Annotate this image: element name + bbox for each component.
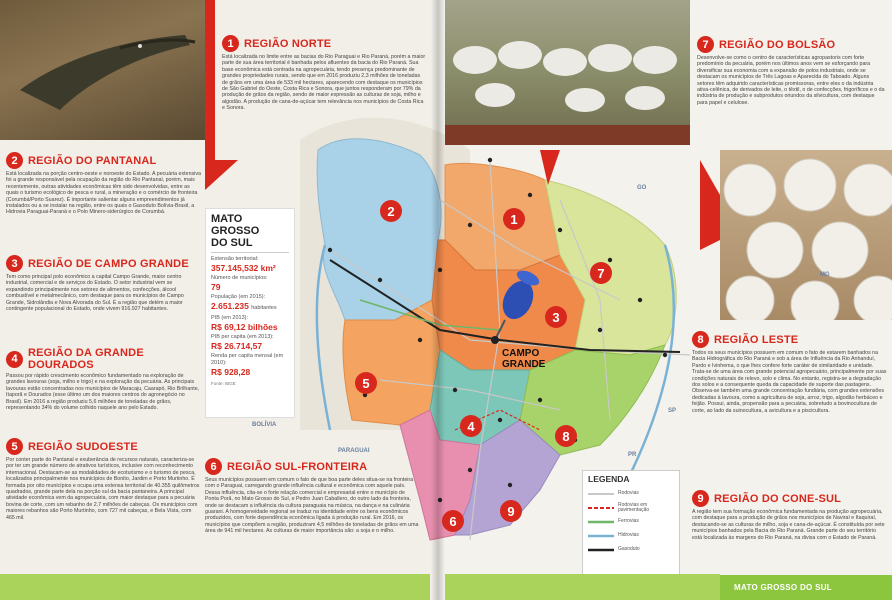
dashed-road-icon <box>588 504 614 512</box>
facts-title <box>211 213 289 253</box>
map-legend <box>582 470 680 578</box>
city-line1: CAMPO <box>502 348 540 359</box>
section-body: Está localizada na porção centro-oeste e noroeste do Estado. A pecuária extensiva foi a grande responsável pela ocupação da região do Rio Pantanal, porém, mais recentemente, outras atividades econômicas têm sido desenvolvidas, entre as quais o turismo ecológico de pesca e rural, a mineração e o comércio de fronteira (Corumbá/Porto Suarez). É importante salientar alguns empreendimentos já instalados ou a se instalar na região, entre os quais o Gasoduto Bolívia-Brasil, a Hidrovia Paraguai-Paraná e o Polo Minero-siderúrgico de Corumbá. <box>6 171 201 216</box>
state-label-mg: MG <box>820 272 830 278</box>
section-cone-sul <box>692 490 887 541</box>
legend-label: Ferrovias <box>618 518 639 525</box>
legend-item-roads <box>588 487 674 501</box>
pipeline-line-icon <box>588 546 614 554</box>
paper-rolls-photo <box>720 150 892 320</box>
city-line2: GRANDE <box>502 359 546 370</box>
section-number: 3 <box>6 255 23 272</box>
road-line-icon <box>588 490 614 498</box>
population-value <box>211 301 289 313</box>
legend-label: Rodovias <box>618 490 639 497</box>
section-body: Desenvolve-se como o centro de características agropastoris com forte predomínio da pecuária, porém nos últimos anos vem se esforçando para diversificar sua economia com a expansão de polos industriais, onde se destacam os municípios de Três Lagoas e Aparecida do Taboado. Alguns setores têm adquirido características promissoras, entre eles o da indústria ativa-celênica, de derivados de leite, o têxtil, o de confecções, frigoríficos e o da indústria de produção e subprodutos oriundos da silvicultura, com destaque para papel e celulose. <box>697 55 885 106</box>
legend-item-railways <box>588 515 674 529</box>
footer-stripe-left <box>0 574 430 600</box>
state-label-pr: PR <box>628 452 637 458</box>
alligator-icon <box>0 0 205 140</box>
map-region-1: 1 <box>503 208 525 230</box>
section-number: 4 <box>6 351 23 368</box>
section-number: 6 <box>205 458 222 475</box>
map-region-2: 2 <box>380 200 402 222</box>
section-body: Por conter parte do Pantanal e exuberância de recursos naturais, caracteriza-se por ter um grande número de atrativos turísticos, inclusive com reconhecimento internacional. Destacam-se as modalidades de ecoturismo e o turismo de pesca, localizados principalmente nos municípios de Bonito, Jardim e Porto Murtinho. É formada por oito municípios e ocupa uma extensa territorial de 40.355 quilômetros quadrados, grande parte dela na porção sul da bacia pantaneira. A principal atividade econômica vem da agropecuária, com maior destaque para a pecuária bovina de corte, com um rebanho de 2,7 milhões de cabeças. Os municípios com maiores rebanhos são Porto Murtinho, com 727 mil cabeças, e Bela Vista, com 465 mil. <box>6 457 200 521</box>
legend-item-pipeline <box>588 543 674 557</box>
map-region-8: 8 <box>555 425 577 447</box>
waterway-line-icon <box>588 532 614 540</box>
country-label-bolivia: BOLÍVIA <box>252 422 277 428</box>
map-region-9: 9 <box>500 500 522 522</box>
section-title: REGIÃO LESTE <box>714 333 799 346</box>
map-region-6: 6 <box>442 510 464 532</box>
income-label: Renda per capita mensal (em 2010): <box>211 353 284 366</box>
municipalities-value: 79 <box>211 282 221 292</box>
facts-source: Fonte: IBGE <box>211 381 236 386</box>
section-title: REGIÃO NORTE <box>244 37 332 50</box>
section-body: Todos os seus municípios possuem em comum o fato de estarem banhados na Bacia Hidrográfica do Rio Paraná e sob a área de Influência da Rio Anhanduí, Pardo e Ivinhema, o que lhes confere forte caráter de similaridade e unidade. Trata-se de uma área com grande potencial agropecuário, principalmente por suas condições naturais de relevo, solo e clima. No entanto, registra-se a degradação dos solos e a consequente queda da capacidade de suporte das pastagens. Observa-se também uma grande concentração fundiária, com grandes extensões dedicadas à lavoura, como a agricultura de soja, arroz, trigo, algodão herbáceo e feijão. Possui, ainda, propensão para a pecuária, sobretudo a bovinocultura de corte, ao lado da suinocultura, a avicultura e a piscicultura. <box>692 350 887 414</box>
country-label-paraguai: PARAGUAI <box>338 448 370 454</box>
section-title: REGIÃO DO PANTANAL <box>28 154 157 167</box>
region-pantanal <box>317 139 441 320</box>
section-title: REGIÃO SUL-FRONTEIRA <box>227 460 368 473</box>
gdp-label: PIB (em 2013): <box>211 315 248 321</box>
section-body: Passou por rápido crescimento econômico fundamentado na exploração de grandes lavouras (soja, milho e trigo) e na exploração da pecuária. As principais lavouras estão concentradas nos municípios de Maracaju, Caarapó, Rio Brilhante, Itaporã e Dourados (esse último um dos maiores centros do agronegócio no Brasil). Em 2016 a região produziu 5,6 milhões de toneladas de grãos, representando 34% do volume colhido naquele ano pelo Estado. <box>6 373 200 412</box>
legend-label: Gasoduto <box>618 546 640 553</box>
population-number: 2.651.235 <box>211 301 249 311</box>
gdp-per-capita-label: PIB per capita (em 2013): <box>211 334 274 340</box>
legend-item-roads-paving <box>588 501 674 515</box>
footer-title: MATO GROSSO DO SUL <box>720 575 892 600</box>
section-pantanal <box>6 152 201 216</box>
section-number: 2 <box>6 152 23 169</box>
section-body: Está localizada no limite entre as bacias do Rio Paraguai e Rio Paraná, porém a maior parte de sua área territorial é banhada pelos afluentes da bacia do Rio Paraná. Sua base econômica está centrada na agropecuária, tendo presença predominante de grandes propriedades rurais, sendo que em 2016 produziu 2,3 milhões de toneladas de grãos em uma área de 533 mil hectares, aparecendo com destaque os municípios de São Gabriel do Oeste, Costa Rica e Sonora, que juntos responderam por 79% da produção de grãos da região, sendo de maior expressão as culturas de soja, milho e algodão. A produção de cana-de-açúcar tem relevância nos municípios de Costa Rica e Sonora. <box>222 54 426 112</box>
section-sul-fronteira <box>205 458 420 535</box>
section-campo-grande <box>6 255 201 312</box>
section-body: Tem como principal polo econômico a capital Campo Grande, maior centro industrial, comercial e de serviços do Estado. O setor industrial vem se expandindo principalmente nos setores de alimentos, confecções, álcool combustível e metalmecânico, com destaque para os municípios de Campo Grande, Sidrolândia e Nova Alvorada do Sul. É a região que detém a maior contingente populacional do Estado, onde vivem 916.927 habitantes. <box>6 274 184 313</box>
section-number: 8 <box>692 331 709 348</box>
municipalities-label: Número de municípios: <box>211 275 268 281</box>
cattle-herd-icon <box>445 0 690 145</box>
map-region-4: 4 <box>460 415 482 437</box>
legend-item-waterways <box>588 529 674 543</box>
state-facts-box <box>205 208 295 418</box>
legend-label: Hidrovias <box>618 532 639 539</box>
section-number: 7 <box>697 36 714 53</box>
section-body: A região tem sua formação econômica fundamentada na produção agropecuária, com destaque para a produção de grãos nos municípios de Naviraí e Itaquiraí, destacando-se as culturas de milho, soja e cana-de-açúcar. É constituída por sete municípios banhados pela Bacia do Rio Paraná. Grande parte do seu território está localizada às margens do Rio Paraná, na divisa com o Estado de Paraná. <box>692 509 885 541</box>
section-body: Seus municípios possuem em comum o fato de que boa parte deles situa-se na fronteira com o Paraguai, carregando grande influência cultural e econômica com aquele país. Dessa influência, cita-se o forte relação comercial e empresarial entre o município de Ponta Porã, no Mato Grosso do Sul, e Pedro Juan Caballero, do outro lado da fronteira, onde se destacam a influência da cultura paraguaia na música, na dança e na culinária guarani. A homogeneidade regional se traduz na identidade entre os bens econômicos produzidos, com forte dependência econômica ligada à produção rural. Em 2016, os municípios que compõem a região, produziram 4,5 milhões de toneladas de grãos em uma área de 941 mil hectares. As culturas de maior importância são: a soja e o milho. <box>205 477 419 535</box>
cattle-photo <box>445 0 690 145</box>
page-gutter <box>431 0 445 600</box>
railway-line-icon <box>588 518 614 526</box>
section-title: REGIÃO DO BOLSÃO <box>719 38 836 51</box>
alligator-photo <box>0 0 205 140</box>
section-number: 9 <box>692 490 709 507</box>
section-bolsao <box>697 36 885 106</box>
facts-title-line1: MATO GROSSO <box>211 213 260 237</box>
map-region-5: 5 <box>355 372 377 394</box>
map-region-7: 7 <box>590 262 612 284</box>
gdp-per-capita-value: R$ 26.714,57 <box>211 341 263 351</box>
section-leste <box>692 331 887 414</box>
section-title: REGIÃO DO CONE-SUL <box>714 492 842 505</box>
population-label: População (em 2015): <box>211 294 266 300</box>
city-label-campo-grande <box>502 348 545 370</box>
income-value: R$ 928,28 <box>211 367 251 377</box>
section-title: REGIÃO DE CAMPO GRANDE <box>28 257 189 270</box>
legend-label: Rodovias em pavimentação <box>618 501 650 513</box>
population-unit: habitantes <box>251 305 277 311</box>
paper-roll-icon <box>720 150 892 320</box>
map-region-3: 3 <box>545 306 567 328</box>
area-label: Extensão territorial: <box>211 256 259 262</box>
legend-title: LEGENDA <box>588 474 630 484</box>
section-title: REGIÃO DA GRANDE DOURADOS <box>28 347 144 371</box>
section-title: REGIÃO SUDOESTE <box>28 440 138 453</box>
gdp-value: R$ 69,12 bilhões <box>211 322 278 332</box>
section-norte <box>222 35 427 112</box>
area-value: 357.145,532 km² <box>211 263 276 273</box>
section-number: 5 <box>6 438 23 455</box>
footer-stripe-right <box>445 574 720 600</box>
section-sudoeste <box>6 438 201 521</box>
state-label-go: GO <box>637 185 647 191</box>
state-label-sp: SP <box>668 408 677 414</box>
section-number: 1 <box>222 35 239 52</box>
facts-title-line2: DO SUL <box>211 237 253 249</box>
section-dourados <box>6 347 201 411</box>
